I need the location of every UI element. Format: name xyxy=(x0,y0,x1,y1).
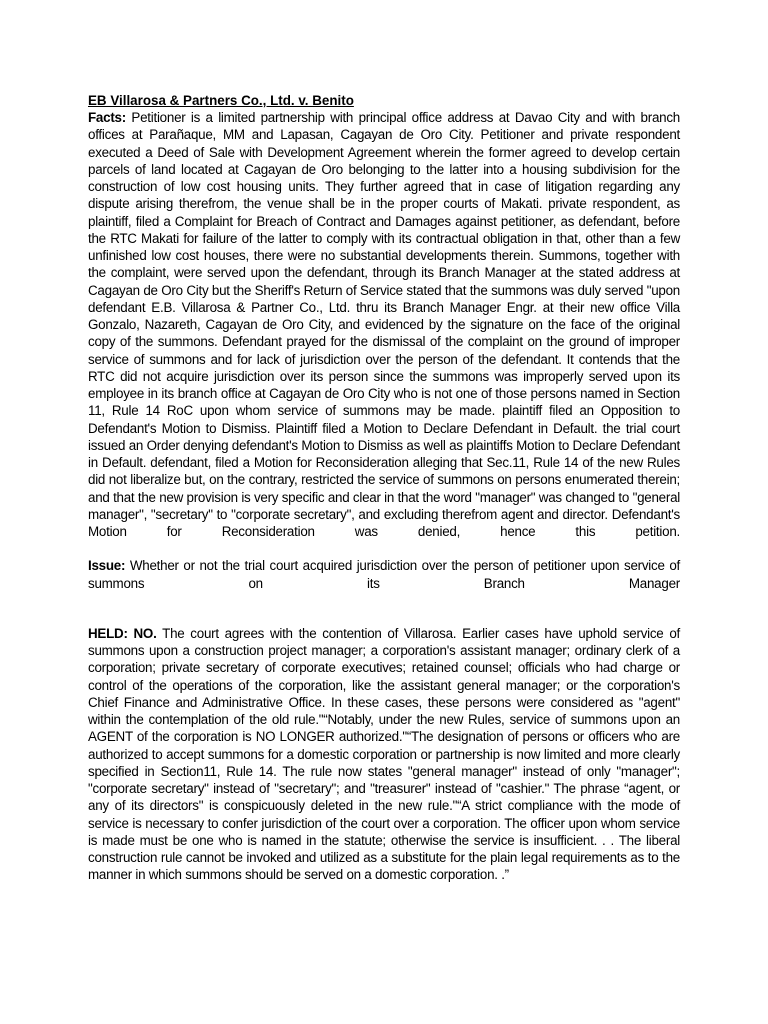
issue-paragraph xyxy=(88,557,680,592)
spacer xyxy=(88,592,680,625)
held-label: HELD: NO. xyxy=(88,625,157,641)
issue-label: Issue: xyxy=(88,558,126,574)
issue-text: Whether or not the trial court acquired jurisdiction over the person of petitioner upon service of summons on its Branch Manager xyxy=(88,558,680,591)
case-title: EB Villarosa & Partners Co., Ltd. v. Benito xyxy=(88,93,354,108)
spacer xyxy=(88,540,680,557)
facts-label: Facts: xyxy=(88,110,126,126)
held-text: The court agrees with the contention of Villarosa. Earlier cases have uphold service of summons upon a construction project manager; a corporation's assistant manager; ordinary clerk of a corporation; private secretary of corporate executives; retained counsel; officials who had charge or control of the operations of the corporation, like the assistant general manager; or the corporation's Chief Finance and Administrative Office. In these cases, these persons were considered as "agent" within the contemplation of the old rule."“Notably, under the new Rules, service of summons upon an AGENT of the corporation is NO LONGER authorized."“The designation of persons or officers who are authorized to accept summons for a domestic corporation or partnership is now limited and more clearly specified in Section11, Rule 14. The rule now states "general manager" instead of only "manager"; "corporate secretary" instead of "secretary"; and "treasurer" instead of "cashier." The phrase “agent, or any of its directors" is conspicuously deleted in the new rule."“A strict compliance with the mode of service is necessary to confer jurisdiction of the court over a corporation. The officer upon whom service is made must be one who is named in the statute; otherwise the service is insufficient. . . The liberal construction rule cannot be invoked and utilized as a substitute for the plain legal requirements as to the manner in which summons should be served on a domestic corporation. .” xyxy=(88,625,681,883)
held-paragraph xyxy=(88,625,680,884)
facts-text: Petitioner is a limited partnership with principal office address at Davao City and with branch offices at Parañaque, MM and Lapasan, Cagayan de Oro City. Petitioner and private respondent executed a Deed of Sale with Development Agreement wherein the former agreed to develop certain parcels of land located at Cagayan de Oro belonging to the latter into a housing subdivision for the construction of low cost housing units. They further agreed that in case of litigation regarding any dispute arising therefrom, the venue shall be in the proper courts of Makati. private respondent, as plaintiff, filed a Complaint for Breach of Contract and Damages against petitioner, as defendant, before the RTC Makati for failure of the latter to comply with its contractual obligation in that, other than a few unfinished low cost houses, there were no substantial developments therein. Summons, together with the complaint, were served upon the defendant, through its Branch Manager at the stated address at Cagayan de Oro City but the Sheriff's Return of Service stated that the summons was duly served "upon defendant E.B. Villarosa & Partner Co., Ltd. thru its Branch Manager Engr. at their new office Villa Gonzalo, Nazareth, Cagayan de Oro City, and evidenced by the signature on the face of the original copy of the summons. Defendant prayed for the dismissal of the complaint on the ground of improper service of summons and for lack of jurisdiction over the person of the defendant. It contends that the RTC did not acquire jurisdiction over its person since the summons was improperly served upon its employee in its branch office at Cagayan de Oro City who is not one of those persons named in Section 11, Rule 14 RoC upon whom service of summons may be made. plaintiff filed an Opposition to Defendant's Motion to Dismiss. Plaintiff filed a Motion to Declare Defendant in Default. the trial court issued an Order denying defendant's Motion to Dismiss as well as plaintiffs Motion to Declare Defendant in Default. defendant, filed a Motion for Reconsideration alleging that Sec.11, Rule 14 of the new Rules did not liberalize but, on the contrary, restricted the service of summons on persons enumerated therein; and that the new provision is very specific and clear in that the word "manager" was changed to "general manager", "secretary" to "corporate secretary", and excluding therefrom agent and director. Defendant's Motion for Reconsideration was denied, hence this petition. xyxy=(88,110,680,540)
facts-paragraph xyxy=(88,109,680,540)
